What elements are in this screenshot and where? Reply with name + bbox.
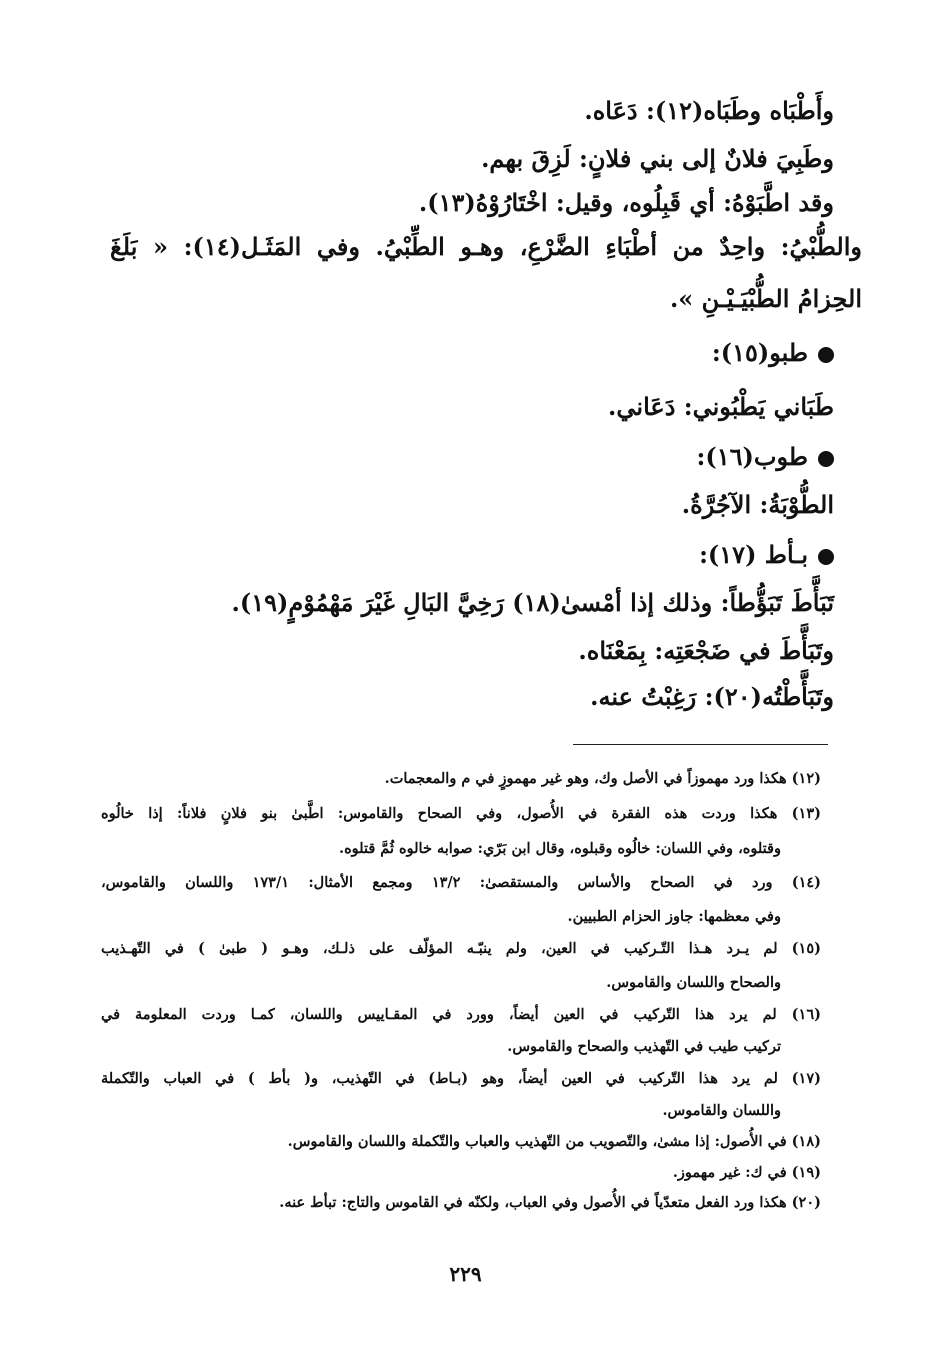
bullet-icon [818, 347, 834, 363]
text-line: وقد اطَّبَوْهُ: أي قَبِلُوه، وقيل: اخْتَارُوْهُ(١٣). [418, 188, 834, 217]
footnote-line: (١٢) هكذا ورد مهموزاً في الأصل وك، وهو غير مهموزٍ في م والمعجمات. [384, 770, 821, 787]
footnote-line: واللسان والقاموس. [662, 1102, 781, 1119]
text-line: وتَبَأَّطَ في ضَجْعَتِه: بِمَعْنَاه. [578, 636, 834, 665]
footnote-line: (١٨) في الأُصول: إذا مشىٰ، والتّصويب من التّهذيب والعباب والتّكملة واللسان والقاموس. [287, 1133, 821, 1150]
footnote-line: (١٦) لم يرد هذا التّركيب في العين أيضاً، وورد في المقـاييس واللسان، كمـا وردت المعلومة في [101, 1006, 821, 1023]
footnote-line: وفي معظمها: جاوز الحزام الطبيين. [567, 908, 781, 925]
footnote-line: (١٤) ورد في الصحاح والأساس والمستقصىٰ: ١٣/٢ ومجمع الأمثال: ١٧٣/١ واللسان والقاموس، [101, 874, 822, 891]
main-text [94, 0, 863, 740]
footnote-line: (٢٠) هكذا ورد الفعل متعدّياً في الأُصول وفي العباب، ولكنّه في القاموس والتاج: تبأط عنه. [279, 1194, 821, 1211]
text-line: وطَبِيَ فلانٌ إلى بني فلانٍ: لَزِقَ بهم. [481, 144, 834, 173]
page-number: ٢٢٩ [449, 1262, 482, 1286]
text-line: طَبَاني يَطْبُوني: دَعَاني. [608, 392, 834, 421]
bullet-icon [818, 451, 834, 467]
footnote-line: تركيب طيب في التّهذيب والصحاح والقاموس. [507, 1038, 781, 1055]
footnote-line: (١٥) لم يـرد هـذا التّـركيب في العين، ولم ينبّـه المؤلّف على ذلـك، وهـو ( طبىٰ ) في التّهـذيب [101, 940, 821, 957]
text-line: والطُّبْيُ: واحِدٌ من أطْبَاءِ الضَّرْعِ، وهـو الطِّبْيُ. وفي المَثَـل(١٤): « بَلَغَ [110, 232, 863, 261]
text-line: وتَبَأَّطْتُه(٢٠): رَغِبْتُ عنه. [590, 682, 834, 711]
text-line: الطُّوْبَةُ: الآجُرَّةُ. [681, 490, 834, 519]
footnote-line: وقتلوه، وفي اللسان: خالُوه وقبلوه، وقال ابن بَرّي: صوابه خالوه ثُمَّ قتلوه. [339, 840, 781, 857]
text-line: وأَطْبَاه وطَبَاه(١٢): دَعَاه. [584, 96, 834, 125]
entry-heading-label: بـأط (١٧): [699, 540, 808, 569]
footnote-line: (١٩) في ك: غير مهموز. [672, 1164, 821, 1181]
bullet-icon [818, 549, 834, 565]
text-line: تَبَأَّطَ تَبَؤُّطاً: وذلك إذا أمْسىٰ(١٨) رَخِيَّ البَالِ غَيْرَ مَهْمُوْمٍ(١٩). [231, 588, 834, 617]
entry-heading-baat [699, 540, 834, 569]
entry-heading-label: طوب(١٦): [696, 442, 808, 471]
footnote-line: والصحاح واللسان والقاموس. [606, 974, 781, 991]
footnote-line: (١٣) هكذا وردت هذه الفقرة في الأُصول، وفي الصحاح والقاموس: اطَّبىٰ بنو فلانٍ فلاناً: إذا خالُوه [101, 805, 821, 822]
text-line: الحِزامُ الطُّبْيَـيْـنِ ». [669, 284, 862, 313]
footnote-line: (١٧) لم يرد هذا التّركيب في العين أيضاً، وهو (بـاط) في التّهذيب، و( بأط ) في العباب والتّكملة [101, 1070, 821, 1087]
entry-heading-tbw [712, 338, 834, 367]
footnote-separator [573, 744, 828, 745]
entry-heading-label: طبو(١٥): [711, 338, 808, 367]
entry-heading-twb [697, 442, 834, 471]
